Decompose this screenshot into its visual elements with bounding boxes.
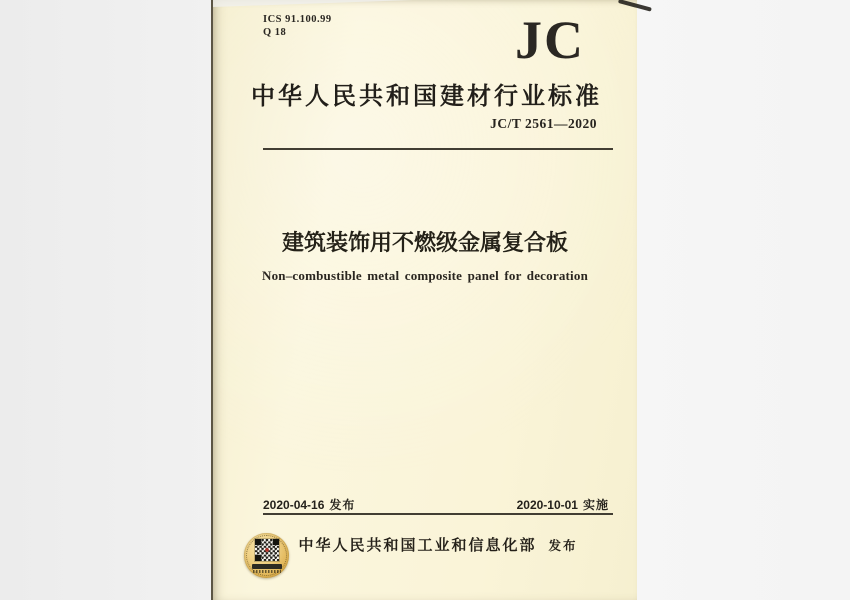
stamp-code-band bbox=[252, 564, 282, 569]
ics-code: ICS 91.100.99 bbox=[263, 14, 332, 25]
publisher-name: 中华人民共和国工业和信息化部 bbox=[298, 538, 537, 554]
qr-code-icon bbox=[255, 539, 279, 561]
document-title-chinese: 建筑装饰用不燃级金属复合板 bbox=[281, 230, 568, 255]
standard-category-heading: 中华人民共和国建材行业标准 bbox=[251, 84, 602, 110]
footer-divider-rule bbox=[263, 513, 613, 515]
stamp-subtext bbox=[253, 570, 281, 573]
implementation-date-label: 实施 bbox=[582, 498, 609, 512]
scan-edge-sliver bbox=[213, 0, 413, 7]
classification-code: Q 18 bbox=[263, 27, 287, 38]
issue-date-group bbox=[263, 496, 355, 513]
dates-row bbox=[263, 496, 613, 513]
issue-date: 2020-04-16 bbox=[263, 498, 325, 512]
header-divider-rule bbox=[263, 148, 613, 150]
publisher-row bbox=[263, 534, 613, 555]
qr-seal-stamp bbox=[244, 533, 289, 578]
issue-date-label: 发布 bbox=[329, 498, 356, 512]
implementation-date-group bbox=[517, 496, 613, 513]
document-title-english: Non–combustible metal composite panel for decoration bbox=[262, 268, 588, 283]
jc-logo: JC bbox=[515, 10, 585, 70]
ics-classification-block bbox=[263, 13, 332, 39]
implementation-date: 2020-10-01 bbox=[516, 498, 578, 512]
scan-corner-mark bbox=[618, 0, 652, 12]
standard-cover-page bbox=[211, 0, 637, 600]
standard-number: JC/T 2561—2020 bbox=[490, 116, 597, 131]
publisher-action-label: 发布 bbox=[548, 539, 578, 553]
